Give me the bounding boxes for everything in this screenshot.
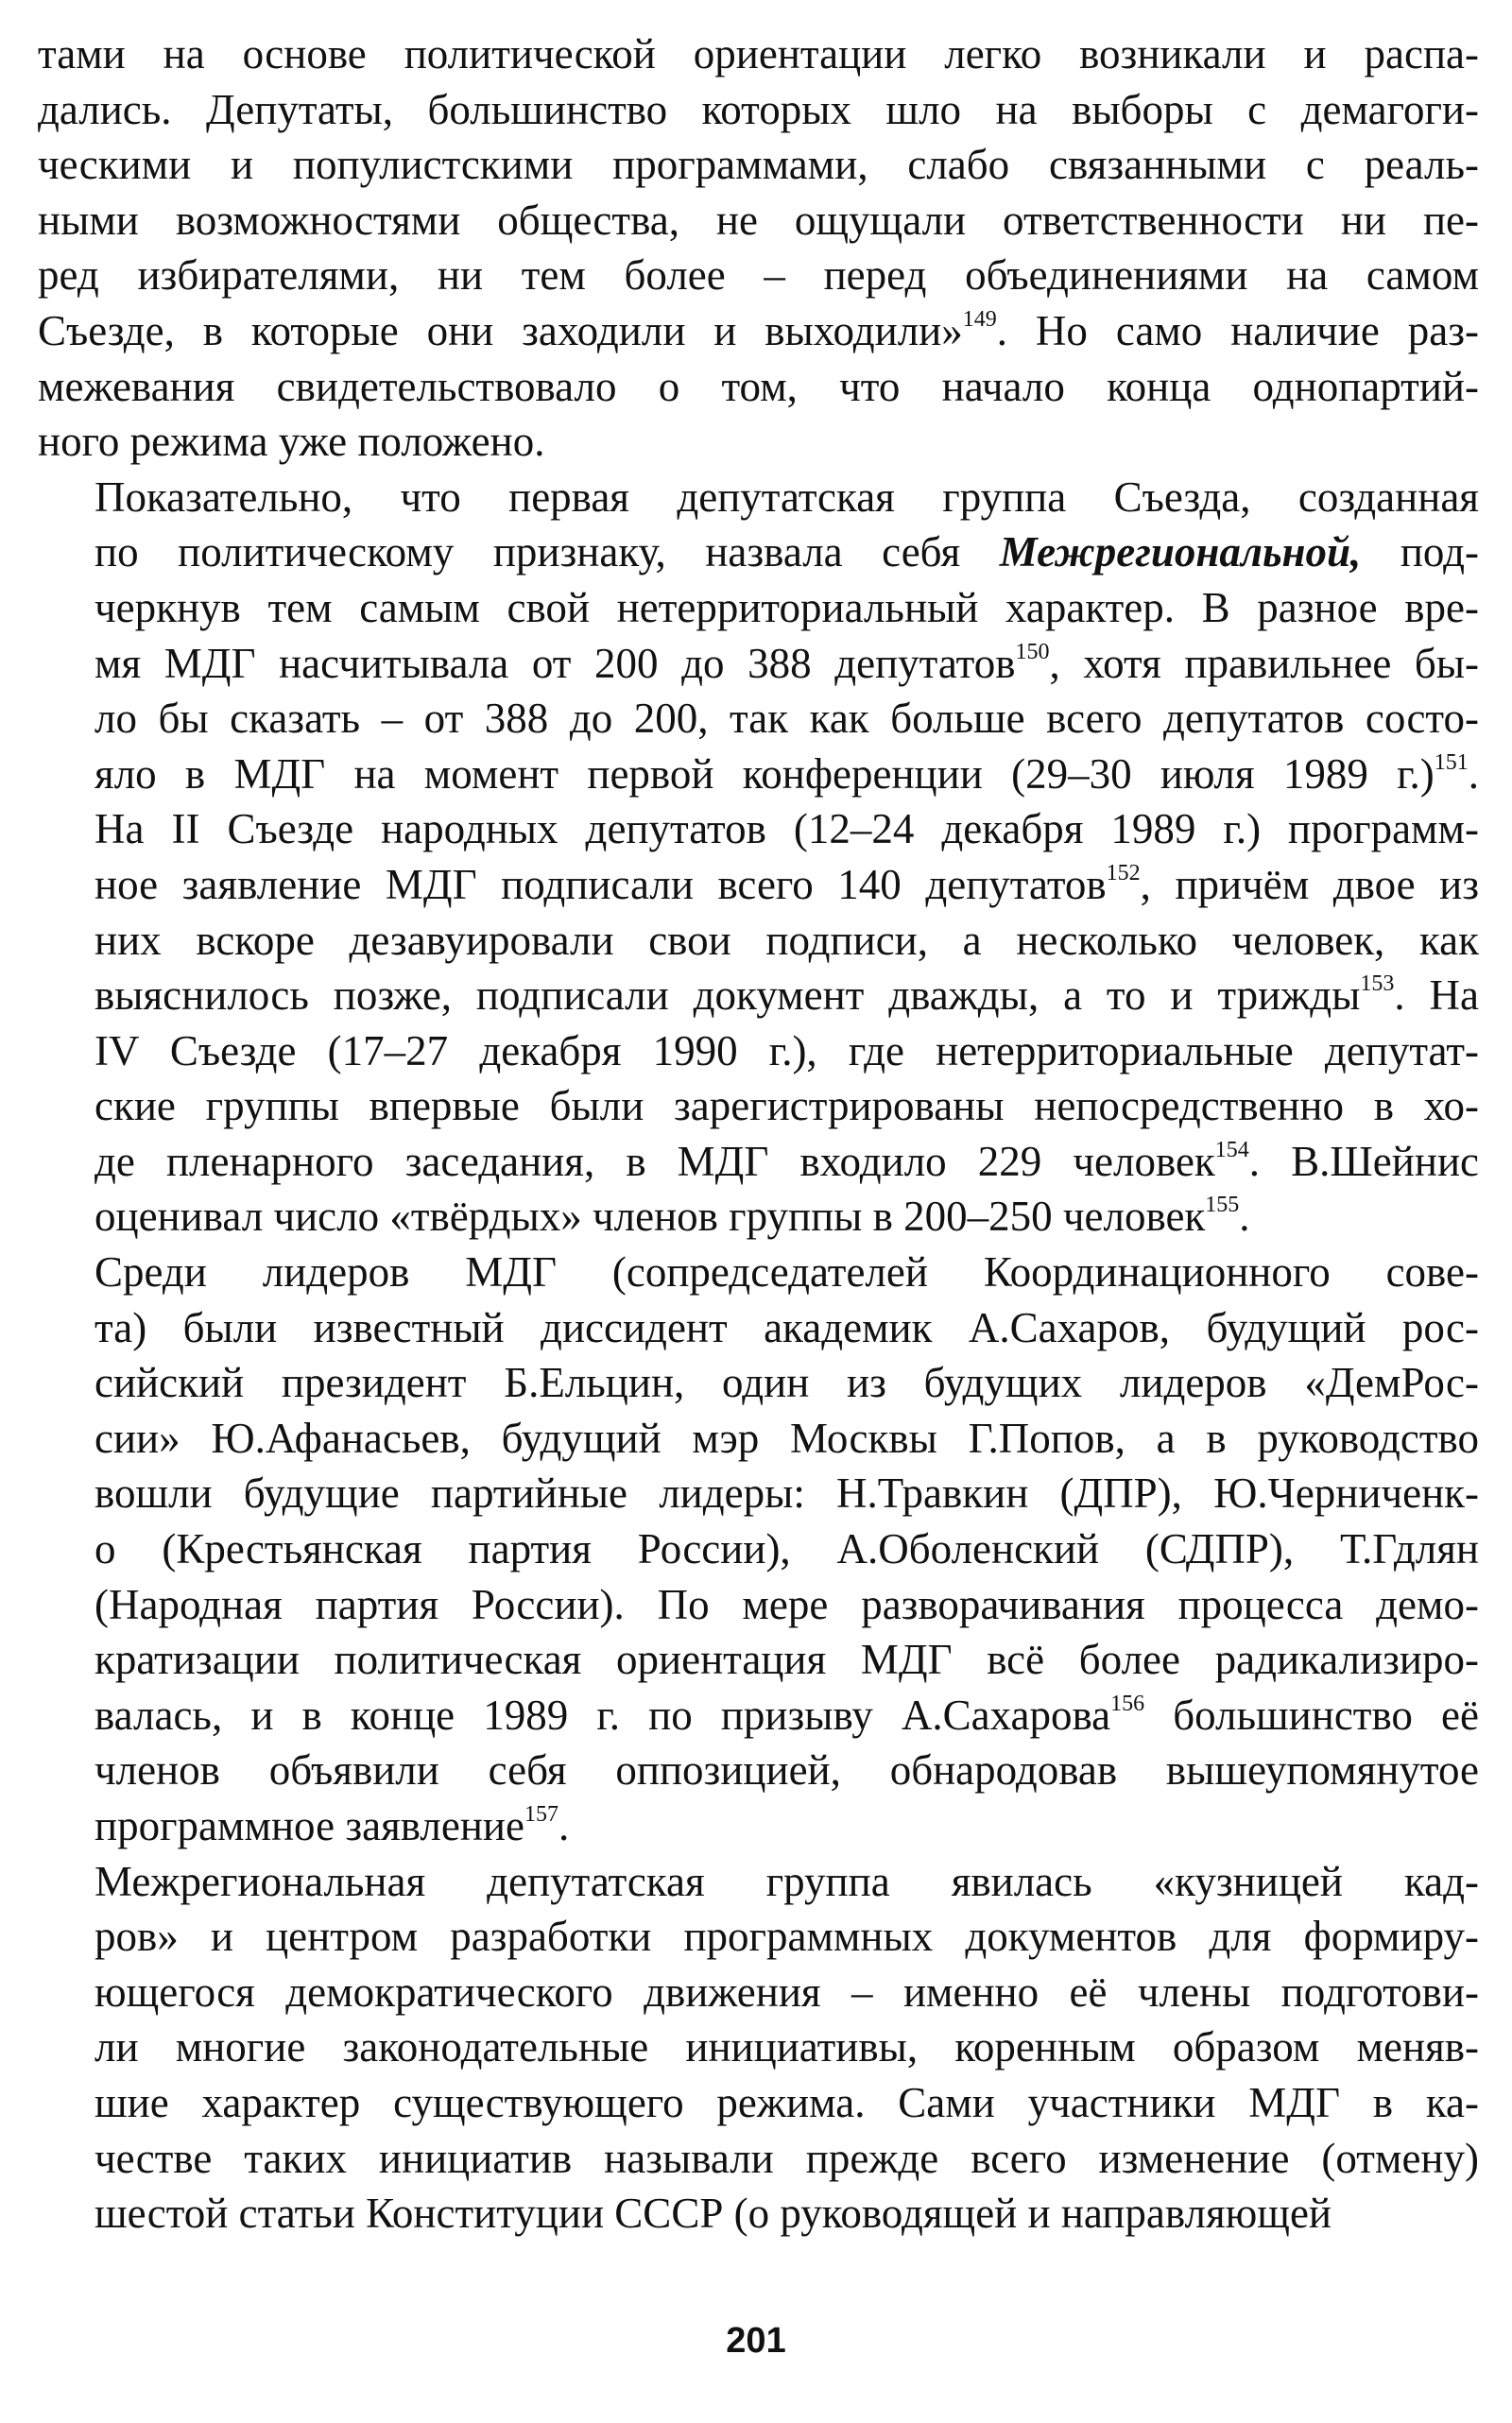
text-run: членов объявили себя оппозицией, обнародовав вышеупомянутое [94,1746,1479,1795]
text-line [38,1355,1479,1411]
text-line [38,1743,1479,1798]
text-run: ющегося демократического движения – именно её члены подготови- [94,1968,1479,2016]
text-line [38,636,1479,692]
text-run: сии» Ю.Афанасьев, будущий мэр Москвы Г.Попов, а в руководство [94,1414,1479,1462]
text-line [38,193,1479,249]
footnote-ref: 156 [1110,1691,1145,1716]
text-run: тами на основе политической ориентации легко возникали и распа- [38,30,1479,77]
text-line [38,801,1479,857]
text-run: сийский президент Б.Ельцин, один из будущих лидеров «ДемРос- [94,1359,1479,1407]
text-run: оценивал число «твёрдых» членов группы в 200–250 человек [94,1193,1206,1241]
text-line [38,82,1479,138]
text-run: выяснилось позже, подписали документ дважды, а то и трижды [94,971,1361,1020]
text-line [38,524,1479,580]
text-run: ческими и популистскими программами, слабо связанными с реаль- [38,141,1479,189]
text-line [38,1078,1479,1134]
text-line [38,1577,1479,1633]
text-run: черкнув тем самым свой нетерриториальный характер. В разное вре- [94,583,1479,631]
text-line [38,248,1479,303]
text-line [38,968,1479,1023]
text-run: шестой статьи Конституции СССР (о руководящей и направляющей [94,2190,1332,2238]
text-run: ными возможностями общества, не ощущали ответственности ни пе- [38,196,1479,244]
paragraph [38,470,1479,1245]
text-run: них вскоре дезавуировали свои подписи, а несколько человек, как [94,916,1479,964]
text-line [38,2131,1479,2187]
text-run: ли многие законодательные инициативы, коренным образом меняв- [94,2023,1479,2071]
text-run: . [1239,1193,1250,1241]
text-run: о (Крестьянская партия России), А.Оболенский (СДПР), Т.Гдлян [94,1525,1479,1573]
text-run: Межрегиональная депутатская группа явилась «кузницей кад- [94,1857,1479,1905]
text-run: IV Съезде (17–27 декабря 1990 г.), где нетерриториальные депутат- [94,1026,1479,1074]
text-run: Показательно, что первая депутатская группа Съезда, созданная [94,473,1479,521]
text-line [38,1300,1479,1356]
text-run: На II Съезде народных депутатов (12–24 декабря 1989 г.) программ- [94,805,1479,853]
footnote-ref: 151 [1434,749,1469,775]
paragraph [38,1245,1479,1854]
text-run: большинство её [1144,1691,1479,1739]
text-run: вошли будущие партийные лидеры: Н.Травкин (ДПР), Ю.Черниченк- [94,1469,1479,1518]
text-run: ские группы впервые были зарегистрированы непосредственно в хо- [94,1082,1479,1130]
footnote-ref: 149 [962,306,997,332]
footnote-ref: 150 [1015,639,1050,664]
text-run: ред избирателями, ни тем более – перед объединениями на самом [38,251,1479,300]
text-line [38,303,1479,359]
text-line [38,414,1479,470]
text-line [38,1521,1479,1577]
text-run: межевания свидетельствовало о том, что начало конца однопартий- [38,362,1479,410]
footnote-ref: 152 [1106,860,1141,885]
text-line [38,2075,1479,2131]
text-line [38,747,1479,802]
text-run: яло в МДГ на момент первой конференции (29–30 июля 1989 г.) [94,749,1435,798]
text-run: Среди лидеров МДГ (сопредседателей Координационного сове- [94,1248,1479,1297]
text-line [38,1023,1479,1079]
text-line [38,1854,1479,1910]
text-run: по политическому признаку, назвала себя [94,528,1000,576]
footnote-ref: 157 [524,1802,558,1827]
footnote-ref: 154 [1214,1137,1249,1162]
text-line [38,1245,1479,1300]
text-run: шие характер существующего режима. Сами участники МДГ в ка- [94,2078,1479,2126]
paragraph [38,26,1479,470]
text-run: мя МДГ насчитывала от 200 до 388 депутатов [94,639,1016,687]
text-run: валась, и в конце 1989 г. по призыву А.Сахарова [94,1691,1111,1739]
text-line [38,1466,1479,1521]
text-line [38,26,1479,82]
text-line [38,1411,1479,1467]
text-run: . В.Шейнис [1248,1137,1479,1185]
text-run: дались. Депутаты, большинство которых шло на выборы с демагоги- [38,85,1479,133]
text-run: ло бы сказать – от 388 до 200, так как больше всего депутатов состо- [94,695,1479,743]
paragraph [38,1854,1479,2242]
text-line [38,2019,1479,2075]
text-line [38,1632,1479,1688]
text-run: ное заявление МДГ подписали всего 140 депутатов [94,860,1107,908]
text-run: программное заявление [94,1802,524,1849]
text-line [38,691,1479,747]
text-line [38,359,1479,415]
text-run: (Народная партия России). По мере разворачивания процесса демо- [94,1580,1479,1628]
text-run: честве таких инициатив называли прежде всего изменение (отмену) [94,2134,1479,2182]
page-body [38,26,1479,2242]
text-line [38,470,1479,525]
text-line [38,580,1479,636]
text-line [38,1688,1479,1744]
text-run: . Но само наличие раз- [996,306,1479,354]
text-run: ного режима уже положено. [38,418,545,466]
text-line [38,1965,1479,2020]
text-run: . На [1394,971,1479,1020]
text-line [38,2186,1479,2242]
text-line [38,1798,1479,1854]
text-line [38,913,1479,969]
emphasized-term: Межрегиональной, [999,528,1362,576]
text-run: . [558,1802,570,1849]
text-line [38,1189,1479,1245]
text-run: . [1468,749,1479,798]
page-number: 201 [726,2321,786,2361]
text-line [38,137,1479,193]
footnote-ref: 153 [1360,971,1395,997]
text-run: , причём двое из [1140,860,1479,908]
text-run: кратизации политическая ориентация МДГ всё более радикализиро- [94,1636,1479,1684]
text-line [38,857,1479,913]
footnote-ref: 155 [1205,1193,1240,1218]
text-run: под- [1361,528,1479,576]
text-line [38,1134,1479,1190]
text-run: де пленарного заседания, в МДГ входило 229 человек [94,1137,1215,1185]
text-run: Съезде, в которые они заходили и выходили» [38,306,963,354]
text-run: та) были известный диссидент академик А.Сахаров, будущий рос- [94,1303,1479,1351]
text-run: ров» и центром разработки программных документов для формиру- [94,1913,1479,1961]
text-run: , хотя правильнее бы- [1049,639,1479,687]
text-line [38,1909,1479,1965]
